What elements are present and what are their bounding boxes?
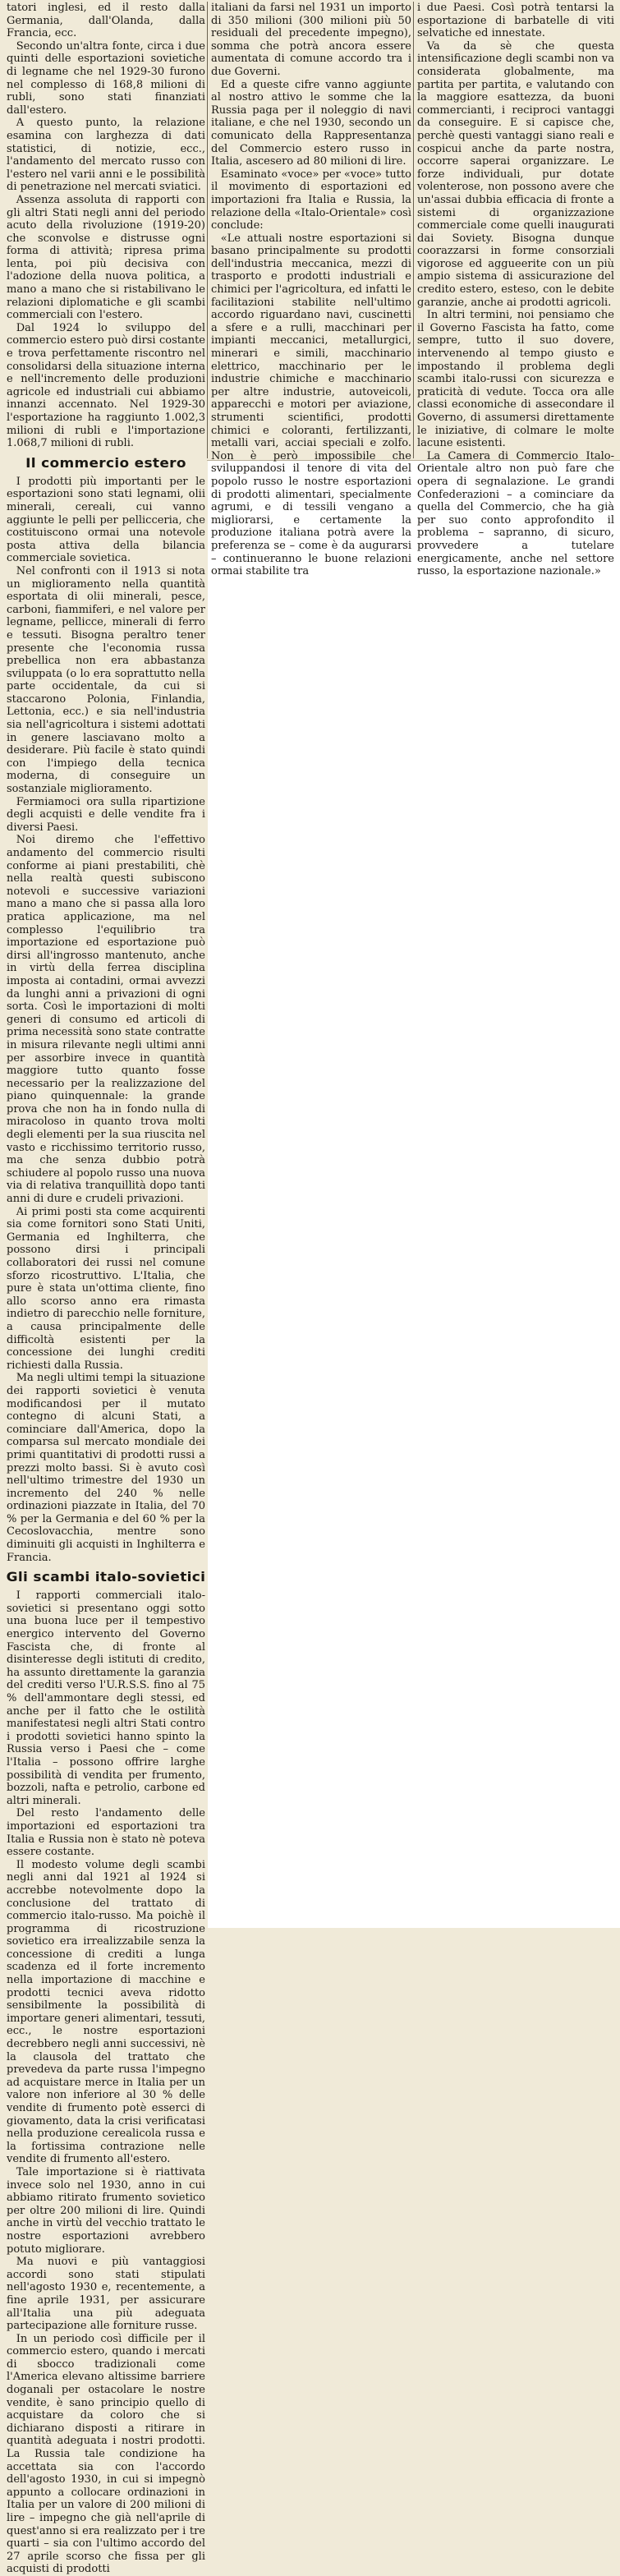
paragraph: «Le attuali nostre esportazioni si basano principalmente su prodotti dell'industria meccanica, mezzi di trasporto e prodotti industriali e chimici per l'agricoltura, ed infatti le facilitazioni stabilite nell'ultimo accordo riguardano navi, cuscinetti a sfere e a rulli, macchinari per impianti meccanici, metallurgici, minerari e simili, macchinario elettrico, macchinario per le industrie chimiche e macchinario per altre industrie, autoveicoli, apparecchi e motori per aviazione, strumenti scientifici, prodotti chimici e coloranti, fertilizzanti, metalli vari, acciai speciali e zolfo. Non è però impossibile che sviluppandosi il tenore di vita del popolo russo le nostre esportazioni di prodotti alimentari, specialmente agrumi, e di tessili vengano a migliorarsi, e certamente la produzione italiana potrà avere la preferenza se – come è da augurarsi – continueranno le buone relazioni ormai stabilite tra (211, 232, 411, 578)
paragraph: Noi diremo che l'effettivo andamento del commercio risulti conforme ai piani prestabiliti, chè nella realtà questi subiscono notevoli e successive variazioni mano a mano che si passa alla loro pratica applicazione, ma nel complesso l'equilibrio tra importazione ed esportazione può dirsi all'ingrosso mantenuto, anche in virtù della ferrea disciplina imposta ai contadini, ormai avvezzi da lunghi anni a privazioni di ogni sorta. Così le importazioni di molti generi di consumo ed articoli di prima necessità sono state contratte in misura rilevante negli ultimi anni per assorbire invece in quantità maggiore tutto quanto fosse necessario per la realizzazione del piano quinquennale: la grande prova che non ha in fondo nulla di miracoloso in quanto trova molti degli elementi per la sua riuscita nel vasto e ricchissimo territorio russo, ma che senza dubbio potrà schiudere al popolo russo una nuova via di relativa tranquillità dopo tanti anni di dure e crudeli privazioni. (7, 834, 205, 1206)
paragraph: Ma nuovi e più vantaggiosi accordi sono stati stipulati nell'agosto 1930 e, recentemente, a fine aprile 1931, per assicurare all'Italia una più adeguata partecipazione alle forniture russe. (7, 2256, 205, 2333)
paragraph: Il modesto volume degli scambi negli anni dal 1921 al 1924 si accrebbe notevolmente dopo la conclusione del trattato di commercio italo-russo. Ma poichè il programma di ricostruzione sovietico era irrealizzabile senza la concessione di crediti a lunga scadenza ed il forte incremento nella importazione di macchine e prodotti tecnici aveva ridotto sensibilmente la possibilità di importare generi alimentari, tessuti, ecc., le nostre esportazioni decrebbero negli anni successivi, nè la clausola del trattato che prevedeva da parte russa l'impegno ad acquistare merce in Italia per un valore non inferiore al 30 % delle vendite di frumento potè esserci di giovamento, data la crisi verificatasi nella produzione cerealicola russa e la fortissima contrazione nelle vendite di frumento all'estero. (7, 1858, 205, 2166)
paragraph: tatori inglesi, ed il resto dalla Germania, dall'Olanda, dalla Francia, ecc. (7, 2, 205, 40)
paragraph: I prodotti più importanti per le esportazioni sono stati legnami, olii minerali, cereali, cui vanno aggiunte le pelli per pellicceria, che costituiscono ormai una notevole posta attiva della bilancia commerciale sovietica. (7, 475, 205, 565)
article-column-3 (417, 2, 614, 578)
paragraph: A questo punto, la relazione esamina con larghezza di dati statistici, di notizie, ecc., l'andamento del mercato russo con l'estero nel varii anni e le possibilità di penetrazione nel mercati sviatici. (7, 117, 205, 194)
paragraph: La Camera di Commercio Italo-Orientale altro non può fare che opera di segnalazione. Le grandi Confederazioni – a cominciare da quella del Commercio, che ha già per suo conto approfondito il problema – sapranno, di sicuro, provvedere a tutelare energicamente, anche nel settore russo, la esportazione nazionale.» (417, 449, 614, 578)
blank-margin (208, 461, 620, 1928)
paragraph: Fermiamoci ora sulla ripartizione degli acquisti e delle vendite fra i diversi Paesi. (7, 795, 205, 834)
paragraph: Ma negli ultimi tempi la situazione dei rapporti sovietici è venuta modificandosi per il mutato contegno di alcuni Stati, a cominciare dall'America, dopo la comparsa sul mercato mondiale dei primi quantitativi di prodotti russi a prezzi molto bassi. Si è avuto così nell'ultimo trimestre del 1930 un incremento del 240 % nelle ordinazioni piazzate in Italia, del 70 % per la Germania e del 60 % per la Cecoslovacchia, mentre sono diminuiti gli acquisti in Inghilterra e Francia. (7, 1372, 205, 1564)
paragraph: Esaminato «voce» per «voce» tutto il movimento di esportazioni ed importazioni fra Italia e Russia, la relazione della «Italo-Orientale» così conclude: (211, 168, 411, 232)
paragraph: i due Paesi. Così potrà tentarsi la esportazione di barbatelle di viti selvatiche ed innestate. (417, 2, 614, 40)
article-column-2 (211, 2, 411, 578)
paragraph: Del resto l'andamento delle importazioni ed esportazioni tra Italia e Russia non è stato nè poteva essere costante. (7, 1807, 205, 1859)
paragraph: italiani da farsi nel 1931 un importo di 350 milioni (300 milioni più 50 residuali del precedente impegno), somma che potrà ancora essere aumentata di comune accordo tra i due Governi. (211, 2, 411, 78)
section-heading-commercio-estero: Il commercio estero (25, 454, 186, 471)
paragraph: Ed a queste cifre vanno aggiunte al nostro attivo le somme che la Russia paga per il noleggio di navi italiane, e che nel 1930, secondo un comunicato della Rappresentanza del Commercio estero russo in Italia, ascesero ad 80 milioni di lire. (211, 78, 411, 168)
paragraph: I rapporti commerciali italo-sovietici si presentano oggi sotto una buona luce per il tempestivo energico intervento del Governo Fascista che, di fronte al disinteresse degli istituti di credito, ha assunto direttamente la garanzia del crediti verso l'U.R.S.S. fino al 75 % dell'ammontare degli stessi, ed anche per il fatto che le ostilità manifestatesi negli altri Stati contro i prodotti sovietici hanno spinto la Russia verso i Paesi che – come l'Italia – possono offrire larghe possibilità di vendita per frumento, bozzoli, nafta e petrolio, carbone ed altri minerali. (7, 1589, 205, 1807)
paragraph: In altri termini, noi pensiamo che il Governo Fascista ha fatto, come sempre, tutto il suo dovere, intervenendo al tempo giusto e impostando il problema degli scambi italo-russi con sicurezza e praticità di vedute. Tocca ora alle classi economiche di assecondare il Governo, di assumersi direttamente le iniziative, di colmare le molte lacune esistenti. (417, 309, 614, 450)
paragraph: Va da sè che questa intensificazione degli scambi non va considerata globalmente, ma partita per partita, e valutando con la maggiore esattezza, da buoni commercianti, i reciproci vantaggi da conseguire. E si capisce che, perchè questi vantaggi siano reali e cospicui anche da parte nostra, occorre saperai organizzare. Le forze individuali, pur dotate volenterose, non possono avere che un'assai dubbia efficacia di fronte a sistemi di organizzazione commerciale come quelli inaugurati dai Soviety. Bisogna dunque coorazzarsi in forme consorziali vigorose ed aggueerite con un più ampio sistema di assicurazione del credito estero, esteso, con le debite garanzie, anche ai prodotti agricoli. (417, 39, 614, 309)
paragraph: Ai primi posti sta come acquirenti sia come fornitori sono Stati Uniti, Germania ed Inghilterra, che possono dirsi i principali collaboratori dei russi nel comune sforzo ricostruttivo. L'Italia, che pure è stata un'ottima cliente, fino allo scorso anno era rimasta indietro di parecchio nelle forniture, a causa principalmente delle difficoltà esistenti per la concessione dei lunghi crediti richiesti dalla Russia. (7, 1205, 205, 1372)
column-rule (207, 2, 208, 458)
article-column-1 (6, 2, 206, 2576)
paragraph: Nel confronti con il 1913 si nota un miglioramento nella quantità esportata di olii minerali, pesce, carboni, fiammiferi, e nel valore per legname, pellicce, minerali di ferro e tessuti. Bisogna peraltro tener presente che l'economia russa prebellica non era abbastanza sviluppata (o lo era soprattutto nella parte occidentale, da cui si staccarono Polonia, Finlandia, Lettonia, ecc.) e sia nell'industria sia nell'agricoltura i sistemi adottati in genere lasciavano molto a desiderare. Più facile è stato quindi con l'impiego della tecnica moderna, di conseguire un sostanziale miglioramento. (7, 564, 205, 796)
paragraph: Secondo un'altra fonte, circa i due quinti delle esportazioni sovietiche di legname che nel 1929-30 furono nel complesso di 168,8 milioni di rubli, sono stati finanziati dall'estero. (7, 39, 205, 117)
section-heading-scambi-italo-sovietici: Gli scambi italo-sovietici (6, 1569, 206, 1585)
paragraph: Assenza assoluta di rapporti con gli altri Stati negli anni del periodo acuto della rivoluzione (1919-20) che sconvolse e distrusse ogni forma di attività; ripresa prima lenta, poi più decisiva con l'adozione della nuova politica, a mano a mano che si ristabilivano le relazioni diplomatiche e gli scambi commerciali con l'estero. (7, 193, 205, 322)
paragraph: Tale importazione si è riattivata invece solo nel 1930, anno in cui abbiamo ritirato frumento sovietico per oltre 200 milioni di lire. Quindi anche in virtù del vecchio trattato le nostre esportazioni avrebbero potuto migliorare. (7, 2165, 205, 2256)
paragraph: In un periodo così difficile per il commercio estero, quando i mercati di sbocco tradizionali come l'America elevano altissime barriere doganali per ostacolare le nostre vendite, è sano principio quello di acquistare da coloro che si dichiarano disposti a ritirare in quantità adeguata i nostri prodotti. La Russia tale condizione ha accettata sia con l'accordo dell'agosto 1930, in cui si impegnò appunto a collocare ordinazioni in Italia per un valore di 200 milioni di lire – impegno che già nell'aprile di quest'anno si era realizzato per i tre quarti – sia con l'ultimo accordo del 27 aprile scorso che fissa per gli acquisti di prodotti (7, 2332, 205, 2576)
paragraph: Dal 1924 lo sviluppo del commercio estero può dirsi costante e trova perfettamente riscontro nel consolidarsi della situazione interna e nell'incremento delle produzioni agricole ed industriali cui abbiamo innanzi accennato. Nel 1929-30 l'esportazione ha raggiunto 1.002,3 milioni di rubli e l'importazione 1.068,7 milioni di rubli. (7, 321, 205, 450)
column-rule (413, 2, 414, 458)
